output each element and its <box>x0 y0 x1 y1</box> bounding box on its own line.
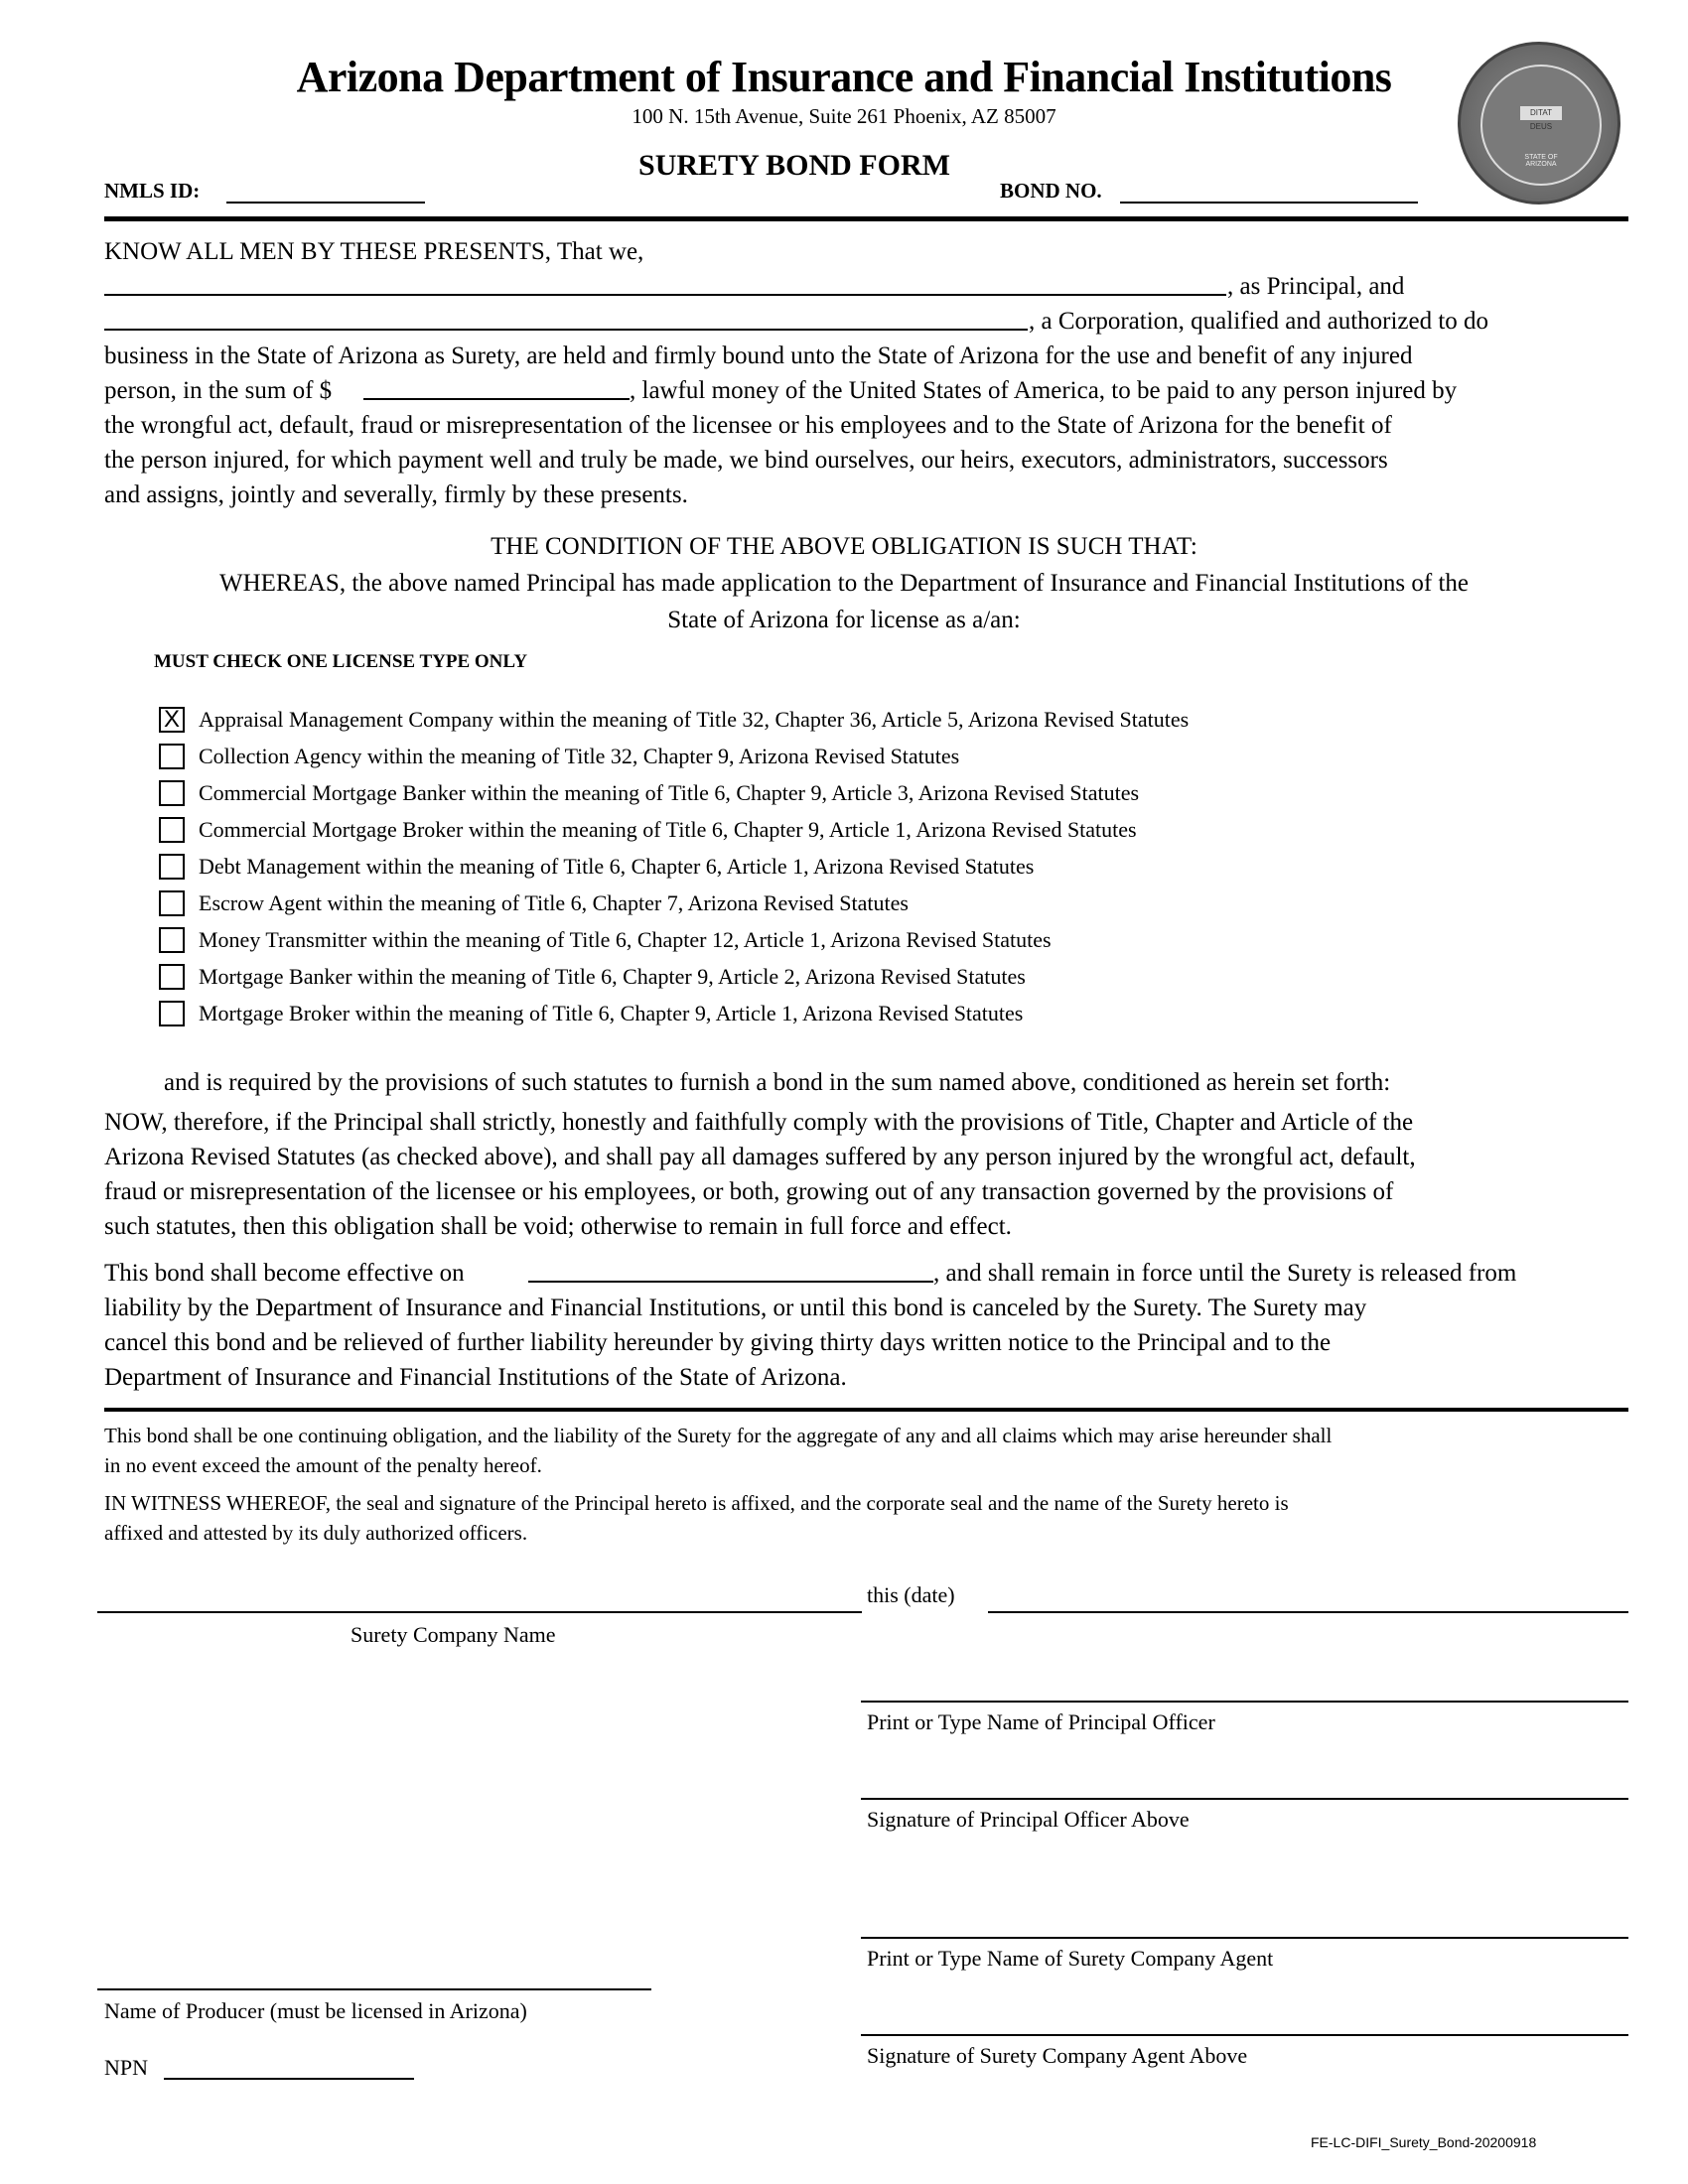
agency-address: 100 N. 15th Avenue, Suite 261 Phoenix, AZ 85007 <box>632 104 1056 128</box>
required-text: and is required by the provisions of such statutes to furnish a bond in the sum named above, conditioned as herein set forth: <box>164 1069 1391 1096</box>
checkbox[interactable] <box>159 744 185 769</box>
must-check-note: MUST CHECK ONE LICENSE TYPE ONLY <box>154 651 528 672</box>
whereas-line-1: WHEREAS, the above named Principal has made application to the Department of Insurance and Financial Institutions of the <box>219 570 1469 597</box>
checkbox[interactable]: X <box>159 707 185 733</box>
sum-prefix: person, in the sum of $ <box>104 377 333 404</box>
surety-company-name-field[interactable] <box>97 1611 862 1613</box>
bond-number-label: BOND NO. <box>1000 179 1102 203</box>
intro-line-8: and assigns, jointly and severally, firmly by these presents. <box>104 481 688 508</box>
license-label: Money Transmitter within the meaning of Title 6, Chapter 12, Article 1, Arizona Revised Statutes <box>199 927 1052 952</box>
intro-line-7: the person injured, for which payment well and truly be made, we bind ourselves, our heirs, executors, administrators, successors <box>104 447 1388 474</box>
surety-corporation-field[interactable] <box>104 329 1028 331</box>
effective-prefix: This bond shall become effective on <box>104 1260 465 1287</box>
sum-suffix: , lawful money of the United States of America, to be paid to any person injured by <box>630 377 1458 404</box>
principal-name-field[interactable] <box>104 294 1226 296</box>
principal-officer-signature-field[interactable] <box>861 1798 1628 1800</box>
license-option-money-transmitter[interactable] <box>159 923 1052 957</box>
npn-field[interactable] <box>164 2078 414 2080</box>
license-label: Appraisal Management Company within the meaning of Title 32, Chapter 36, Article 5, Arizona Revised Statutes <box>199 707 1190 732</box>
license-option-appraisal-management[interactable] <box>159 703 1189 737</box>
surety-agent-signature-label: Signature of Surety Company Agent Above <box>867 2043 1248 2068</box>
license-option-mortgage-banker[interactable] <box>159 960 1026 994</box>
license-option-debt-management[interactable] <box>159 850 1034 884</box>
bond-number-field[interactable] <box>1120 202 1418 204</box>
checkbox[interactable] <box>159 1001 185 1026</box>
whereas-line-2: State of Arizona for license as a/an: <box>667 607 1021 633</box>
producer-name-label: Name of Producer (must be licensed in Arizona) <box>104 1998 527 2023</box>
effective-date-field[interactable] <box>528 1281 933 1283</box>
checkbox[interactable] <box>159 780 185 806</box>
checkbox[interactable] <box>159 927 185 953</box>
checkbox[interactable] <box>159 890 185 916</box>
license-label: Mortgage Broker within the meaning of Title 6, Chapter 9, Article 1, Arizona Revised Statutes <box>199 1001 1024 1025</box>
license-option-commercial-mortgage-broker[interactable] <box>159 813 1137 847</box>
license-label: Mortgage Banker within the meaning of Title 6, Chapter 9, Article 2, Arizona Revised Statutes <box>199 964 1026 989</box>
checkbox[interactable] <box>159 854 185 880</box>
surety-agent-signature-field[interactable] <box>861 2034 1628 2036</box>
effective-line-2: liability by the Department of Insurance and Financial Institutions, or until this bond is canceled by the Surety. The Surety may <box>104 1295 1367 1321</box>
surety-agent-name-field[interactable] <box>861 1937 1628 1939</box>
principal-officer-signature-label: Signature of Principal Officer Above <box>867 1807 1190 1832</box>
now-therefore-line-2: Arizona Revised Statutes (as checked above), and shall pay all damages suffered by any person injured by the wrongful act, default, <box>104 1144 1416 1170</box>
surety-agent-name-label: Print or Type Name of Surety Company Agent <box>867 1946 1274 1971</box>
license-option-commercial-mortgage-banker[interactable] <box>159 776 1139 810</box>
bond-sum-field[interactable] <box>363 398 630 400</box>
this-date-label: this (date) <box>867 1582 955 1607</box>
npn-label: NPN <box>104 2055 149 2080</box>
license-option-escrow-agent[interactable] <box>159 887 909 920</box>
intro-line-6: the wrongful act, default, fraud or misrepresentation of the licensee or his employees and to the State of Arizona for the benefit of <box>104 412 1392 439</box>
now-therefore-line-1: NOW, therefore, if the Principal shall strictly, honestly and faithfully comply with the provisions of Title, Chapter and Article of the <box>104 1109 1414 1136</box>
intro-line-4: business in the State of Arizona as Surety, are held and firmly bound unto the State of Arizona for the use and benefit of any injured <box>104 342 1413 369</box>
section-divider <box>104 1408 1628 1412</box>
principal-officer-name-field[interactable] <box>861 1701 1628 1703</box>
continuing-line-2: in no event exceed the amount of the penalty hereof. <box>104 1453 542 1477</box>
corporation-text: , a Corporation, qualified and authorized to do <box>1029 308 1489 335</box>
producer-name-field[interactable] <box>97 1988 651 1990</box>
effective-line-3: cancel this bond and be relieved of further liability hereunder by giving thirty days written notice to the Principal and to the <box>104 1329 1332 1356</box>
nmls-label: NMLS ID: <box>104 179 201 203</box>
as-principal-text: , as Principal, and <box>1227 273 1405 300</box>
witness-line-2: affixed and attested by its duly authorized officers. <box>104 1521 528 1545</box>
license-option-mortgage-broker[interactable] <box>159 997 1023 1030</box>
license-label: Escrow Agent within the meaning of Title 6, Chapter 7, Arizona Revised Statutes <box>199 890 909 915</box>
nmls-id-field[interactable] <box>226 202 425 204</box>
form-code: FE-LC-DIFI_Surety_Bond-20200918 <box>1311 2134 1537 2150</box>
effective-suffix: , and shall remain in force until the Surety is released from <box>933 1260 1517 1287</box>
license-label: Collection Agency within the meaning of Title 32, Chapter 9, Arizona Revised Statutes <box>199 744 960 768</box>
license-label: Commercial Mortgage Broker within the meaning of Title 6, Chapter 9, Article 1, Arizona Revised Statutes <box>199 817 1137 842</box>
intro-line-1: KNOW ALL MEN BY THESE PRESENTS, That we, <box>104 238 644 265</box>
form-title: SURETY BOND FORM <box>638 149 950 182</box>
header-divider <box>104 216 1628 221</box>
surety-company-name-label: Surety Company Name <box>351 1622 556 1647</box>
seal-bottom-text: STATE OF ARIZONA <box>1524 154 1558 168</box>
signature-date-field[interactable] <box>988 1611 1628 1613</box>
license-option-collection-agency[interactable] <box>159 740 959 773</box>
witness-line-1: IN WITNESS WHEREOF, the seal and signature of the Principal hereto is affixed, and the corporate seal and the name of the Surety hereto is <box>104 1491 1289 1515</box>
page-title: Arizona Department of Insurance and Financial Institutions <box>296 53 1392 101</box>
continuing-line-1: This bond shall be one continuing obligation, and the liability of the Surety for the aggregate of any and all claims which may arise hereunder shall <box>104 1424 1333 1447</box>
license-label: Debt Management within the meaning of Title 6, Chapter 6, Article 1, Arizona Revised Statutes <box>199 854 1035 879</box>
checkbox[interactable] <box>159 817 185 843</box>
checkbox[interactable] <box>159 964 185 990</box>
effective-line-4: Department of Insurance and Financial Institutions of the State of Arizona. <box>104 1364 847 1391</box>
now-therefore-line-4: such statutes, then this obligation shall be void; otherwise to remain in full force and effect. <box>104 1213 1012 1240</box>
seal-motto: DITAT DEUS <box>1520 106 1562 120</box>
condition-heading: THE CONDITION OF THE ABOVE OBLIGATION IS SUCH THAT: <box>491 533 1197 560</box>
license-label: Commercial Mortgage Banker within the meaning of Title 6, Chapter 9, Article 3, Arizona Revised Statutes <box>199 780 1140 805</box>
now-therefore-line-3: fraud or misrepresentation of the licensee or his employees, or both, growing out of any transaction governed by the provisions of <box>104 1178 1394 1205</box>
principal-officer-name-label: Print or Type Name of Principal Officer <box>867 1709 1215 1734</box>
